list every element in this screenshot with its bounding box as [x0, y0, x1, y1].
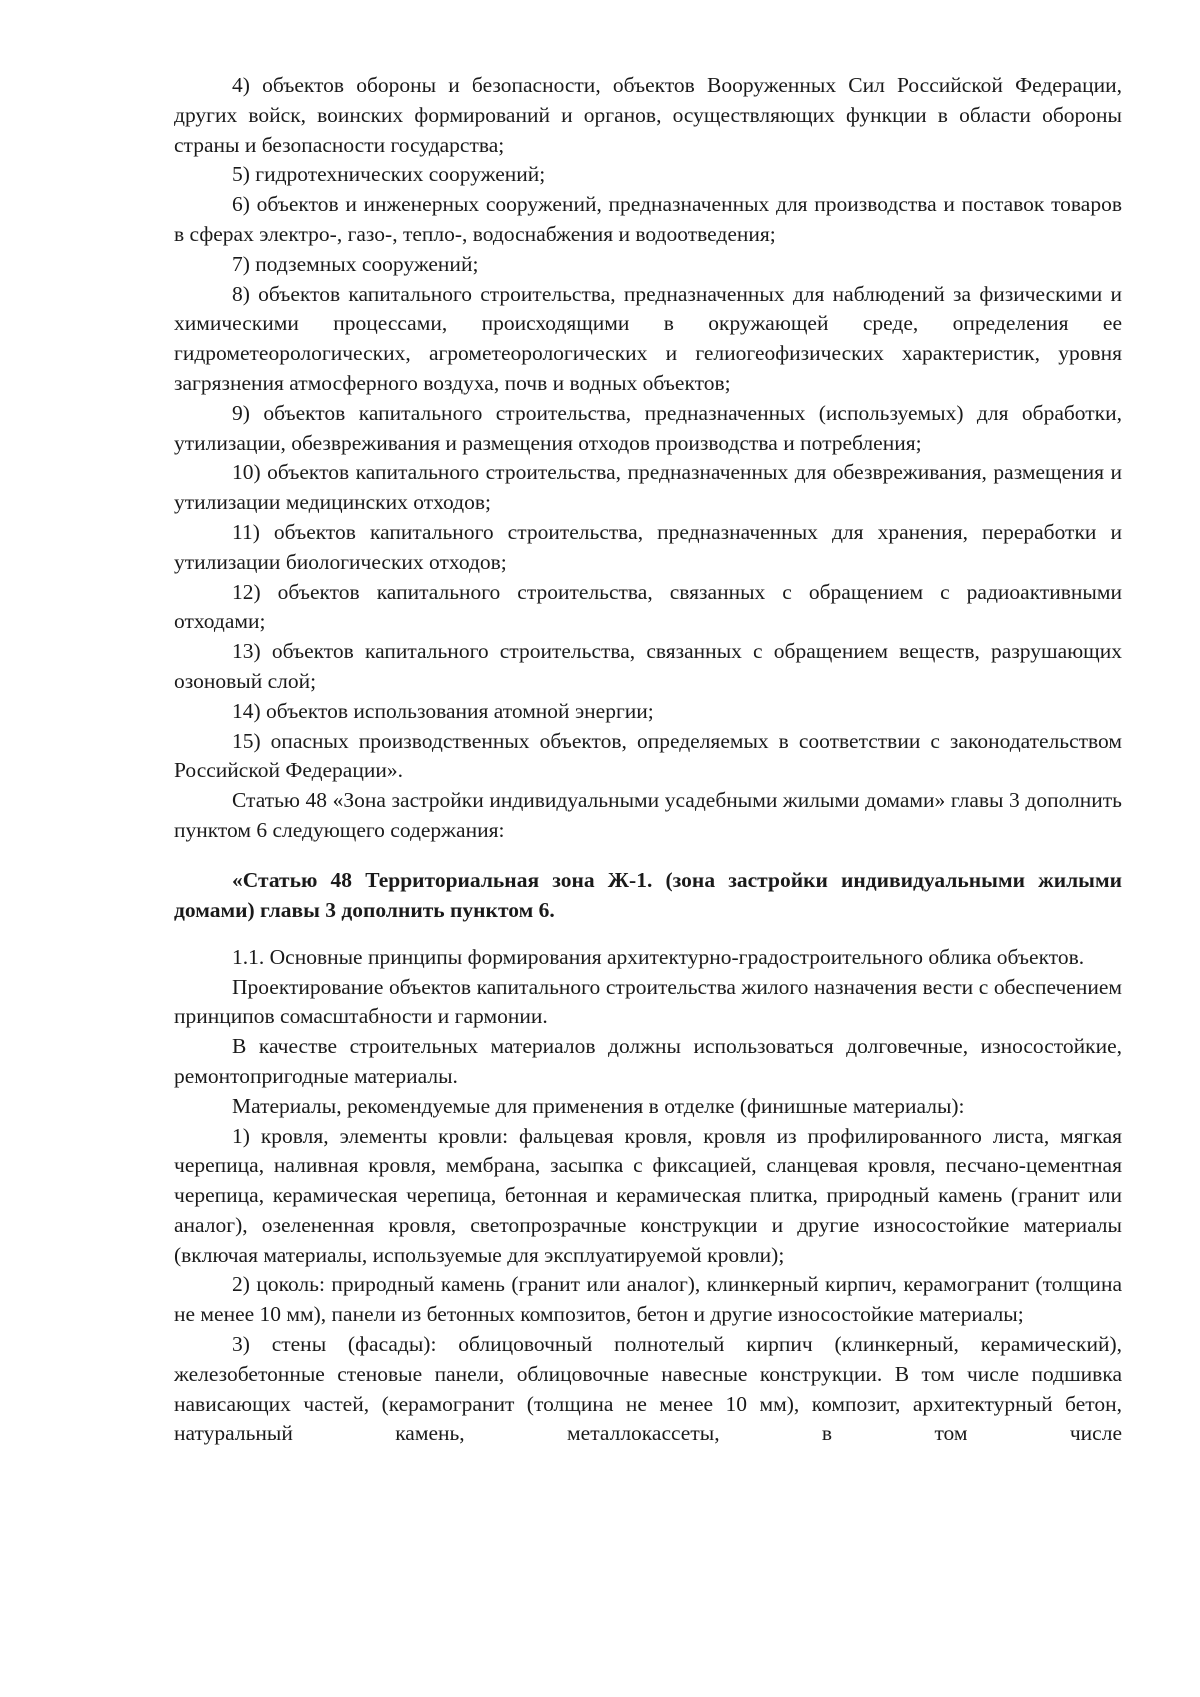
paragraph-item-13: 13) объектов капитального строительства, связанных с обращением веществ, разрушающих озоновый слой; — [174, 639, 1122, 693]
paragraph-item-8: 8) объектов капитального строительства, предназначенных для наблюдений за физическими и химическими процессами, происходящими в окружающей среде, определения ее гидрометеорологических, агрометеорологических и гелиогеофизических характеристик, уровня загрязнения атмосферного воздуха, почв и водных объектов; — [174, 281, 1122, 395]
paragraph-item-11: 11) объектов капитального строительства, предназначенных для хранения, переработки и утилизации биологических отходов; — [174, 519, 1122, 574]
document-body — [174, 71, 1122, 1449]
paragraph-item-5: 5) гидротехнических сооружений; — [232, 162, 546, 187]
paragraph-item-9: 9) объектов капитального строительства, предназначенных (используемых) для обработки, утилизации, обезвреживания и размещения отходов производства и потребления; — [174, 400, 1122, 455]
paragraph-item-14: 14) объектов использования атомной энергии; — [232, 698, 654, 723]
paragraph-item-12: 12) объектов капитального строительства, связанных с обращением с радиоактивными отходами; — [174, 579, 1122, 634]
paragraph-item-6: 6) объектов и инженерных сооружений, предназначенных для производства и поставок товаров в сферах электро-, газо-, тепло-, водоснабжения и водоотведения; — [174, 192, 1122, 246]
paragraph-materials-durable: В качестве строительных материалов должны использоваться долговечные, износостойкие, ремонтопригодные материалы. — [174, 1034, 1122, 1088]
paragraph-design: Проектирование объектов капитального строительства жилого назначения вести с обеспечением принципов сомасштабности и гармонии. — [174, 974, 1122, 1029]
paragraph-plinth: 2) цоколь: природный камень (гранит или аналог), клинкерный кирпич, керамогранит (толщина не менее 10 мм), панели из бетонных композитов, бетон и другие износостойкие материалы; — [174, 1272, 1122, 1327]
paragraph-item-7: 7) подземных сооружений; — [232, 251, 479, 276]
paragraph-finishing-materials: Материалы, рекомендуемые для применения в отделке (финишные материалы): — [232, 1093, 965, 1118]
paragraph-item-15: 15) опасных производственных объектов, определяемых в соответствии с законодательством Российской Федерации». — [174, 728, 1122, 783]
paragraph-item-10: 10) объектов капитального строительства, предназначенных для обезвреживания, размещения и утилизации медицинских отходов; — [174, 460, 1122, 515]
paragraph-article-48-intro: Статью 48 «Зона застройки индивидуальными усадебными жилыми домами» главы 3 дополнить пунктом 6 следующего содержания: — [174, 788, 1122, 842]
paragraph-walls: 3) стены (фасады): облицовочный полнотелый кирпич (клинкерный, керамический), железобетонные стеновые панели, облицовочные навесные конструкции. В том числе подшивка нависающих частей, (керамогранит (толщина не менее 10 мм), композит, архитектурный бетон, натуральный камень, металлокассеты, в том числе — [174, 1332, 1122, 1446]
section-heading: «Статью 48 Территориальная зона Ж-1. (зона застройки индивидуальными жилыми домами) главы 3 дополнить пунктом 6. — [174, 867, 1122, 922]
paragraph-roof: 1) кровля, элементы кровли: фальцевая кровля, кровля из профилированного листа, мягкая черепица, наливная кровля, мембрана, засыпка с фиксацией, сланцевая кровля, песчано-цементная черепица, керамическая черепица, бетонная и керамическая плитка, природный камень (гранит или аналог), озелененная кровля, светопрозрачные конструкции и другие износостойкие материалы (включая материалы, используемые для эксплуатируемой кровли); — [174, 1123, 1122, 1267]
paragraph-item-4: 4) объектов обороны и безопасности, объектов Вооруженных Сил Российской Федерации, других войск, воинских формирований и органов, осуществляющих функции в области обороны страны и безопасности государства; — [174, 73, 1122, 157]
paragraph-principles: 1.1. Основные принципы формирования архитектурно-градостроительного облика объектов. — [232, 944, 1085, 969]
